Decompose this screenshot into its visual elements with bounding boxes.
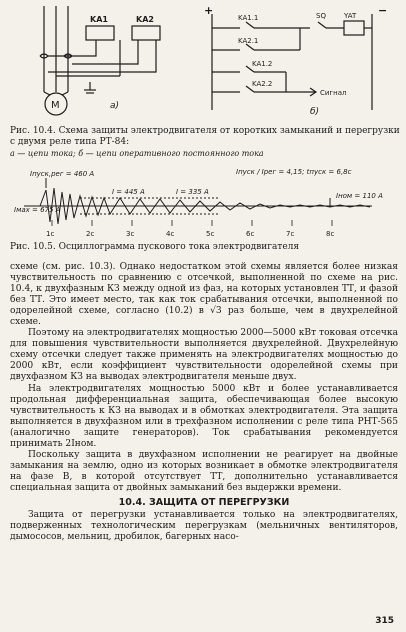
label-ka1: KA1 bbox=[90, 15, 108, 24]
figure-10-4-caption-sub: а — цепи тока; б — цепи оперативного постоянного тока bbox=[10, 149, 264, 158]
time-tick-2: 2c bbox=[86, 230, 95, 238]
label-sq: SQ bbox=[316, 12, 326, 20]
figure-10-4-caption-title: Рис. 10.4. Схема защиты электродвигателя от коротких замыканий и перегрузки с двумя реле типа РТ-84: bbox=[10, 126, 400, 147]
label-yat: YAT bbox=[344, 12, 357, 20]
label-part-a: а) bbox=[110, 101, 120, 111]
label-part-b: б) bbox=[310, 107, 320, 117]
label-ka11: KA1.1 bbox=[238, 14, 259, 22]
time-tick-3: 3c bbox=[126, 230, 135, 238]
label-ka2: KA2 bbox=[136, 15, 154, 24]
paragraph-1: схеме (см. рис. 10.3). Однако недостатком этой схемы является более низкая чувствительность по сравнению с отсечкой, выполненной по схеме на рис. 10.4, к двухфазным КЗ между одной из фаз, на которых установлен ТТ, и фазой без ТТ. Это имеет место, так как ток срабатывания отсечки, выполненной по одорелейной схеме, согласно (10.2) в √3 раз больше, чем в двухрелейной схеме. bbox=[10, 262, 398, 328]
label-ipusk-peak: Iпуск,рег = 460 A bbox=[30, 170, 95, 178]
page-number: 315 bbox=[375, 616, 394, 626]
label-imax: Iмах = 675 A bbox=[14, 206, 61, 214]
paragraph-2: Поэтому на электродвигателях мощностью 2000—5000 кВт токовая отсечка для повышения чувствительности выполняется двухрелейной. Двухрелейную схему отсечки следует также применять на электродвигателях мощностью до 2000 кВт, если коэффициент чувствительности одорелейной схемы при двухфазном КЗ на выводах электродвигателя меньше двух. bbox=[10, 328, 398, 383]
label-ka22: KA2.2 bbox=[252, 80, 273, 88]
label-motor: M bbox=[51, 100, 60, 111]
label-ka21: KA2.1 bbox=[238, 37, 259, 45]
time-tick-1: 1c bbox=[46, 230, 55, 238]
label-ipusk-ratio: Iпуск / Iрег = 4,15; tпуск = 6,8c bbox=[236, 168, 352, 176]
label-ka12: KA1.2 bbox=[252, 60, 273, 68]
time-tick-6: 6c bbox=[246, 230, 255, 238]
section-heading: 10.4. ЗАЩИТА ОТ ПЕРЕГРУЗКИ bbox=[118, 496, 290, 508]
paragraph-4: Поскольку защита в двухфазном исполнении не реагирует на двойные замыкания на землю, одно из которых возникает в обмотке электродвигателя на фазе В, в которой отсутствует ТТ, дополнительно устанавливается специальная защита от двойных замыканий без выдержки времени. bbox=[10, 449, 398, 493]
time-tick-7: 7c bbox=[286, 230, 295, 238]
label-minus: − bbox=[378, 4, 388, 17]
time-tick-8: 8c bbox=[326, 230, 335, 238]
figure-10-4-diagram bbox=[0, 0, 406, 128]
paragraph-3: На электродвигателях мощностью 5000 кВт и более устанавливается продольная дифференциальная защита, обеспечивающая более высокую чувствительность к КЗ на выводах и в обмотках электродвигателя. Эта защита выполняется в двухфазном или в трехфазном исполнении с реле типа РНТ-565 (аналогично защите генераторов). Ток срабатывания рекомендуется принимать 2Iном. bbox=[10, 383, 398, 449]
figure-10-4-caption bbox=[10, 126, 400, 159]
label-i1: I = 445 A bbox=[112, 188, 145, 196]
label-i2: I = 335 A bbox=[176, 188, 209, 196]
body-text bbox=[10, 262, 398, 543]
label-signal: Сигнал bbox=[320, 89, 347, 97]
label-plus: + bbox=[204, 4, 214, 17]
time-tick-4: 4c bbox=[166, 230, 175, 238]
label-inom: Iном = 110 A bbox=[336, 192, 383, 200]
paragraph-5: Защита от перегрузки устанавливается только на электродвигателях, подверженных технологическим перегрузкам (мельничных вентиляторов, дымососов, мельниц, дробилок, багерных насо- bbox=[10, 510, 398, 543]
figure-10-5-caption: Рис. 10.5. Осциллограмма пускового тока электродвигателя bbox=[10, 242, 300, 252]
time-tick-5: 5c bbox=[206, 230, 215, 238]
figure-10-5-oscillogram bbox=[0, 160, 406, 240]
